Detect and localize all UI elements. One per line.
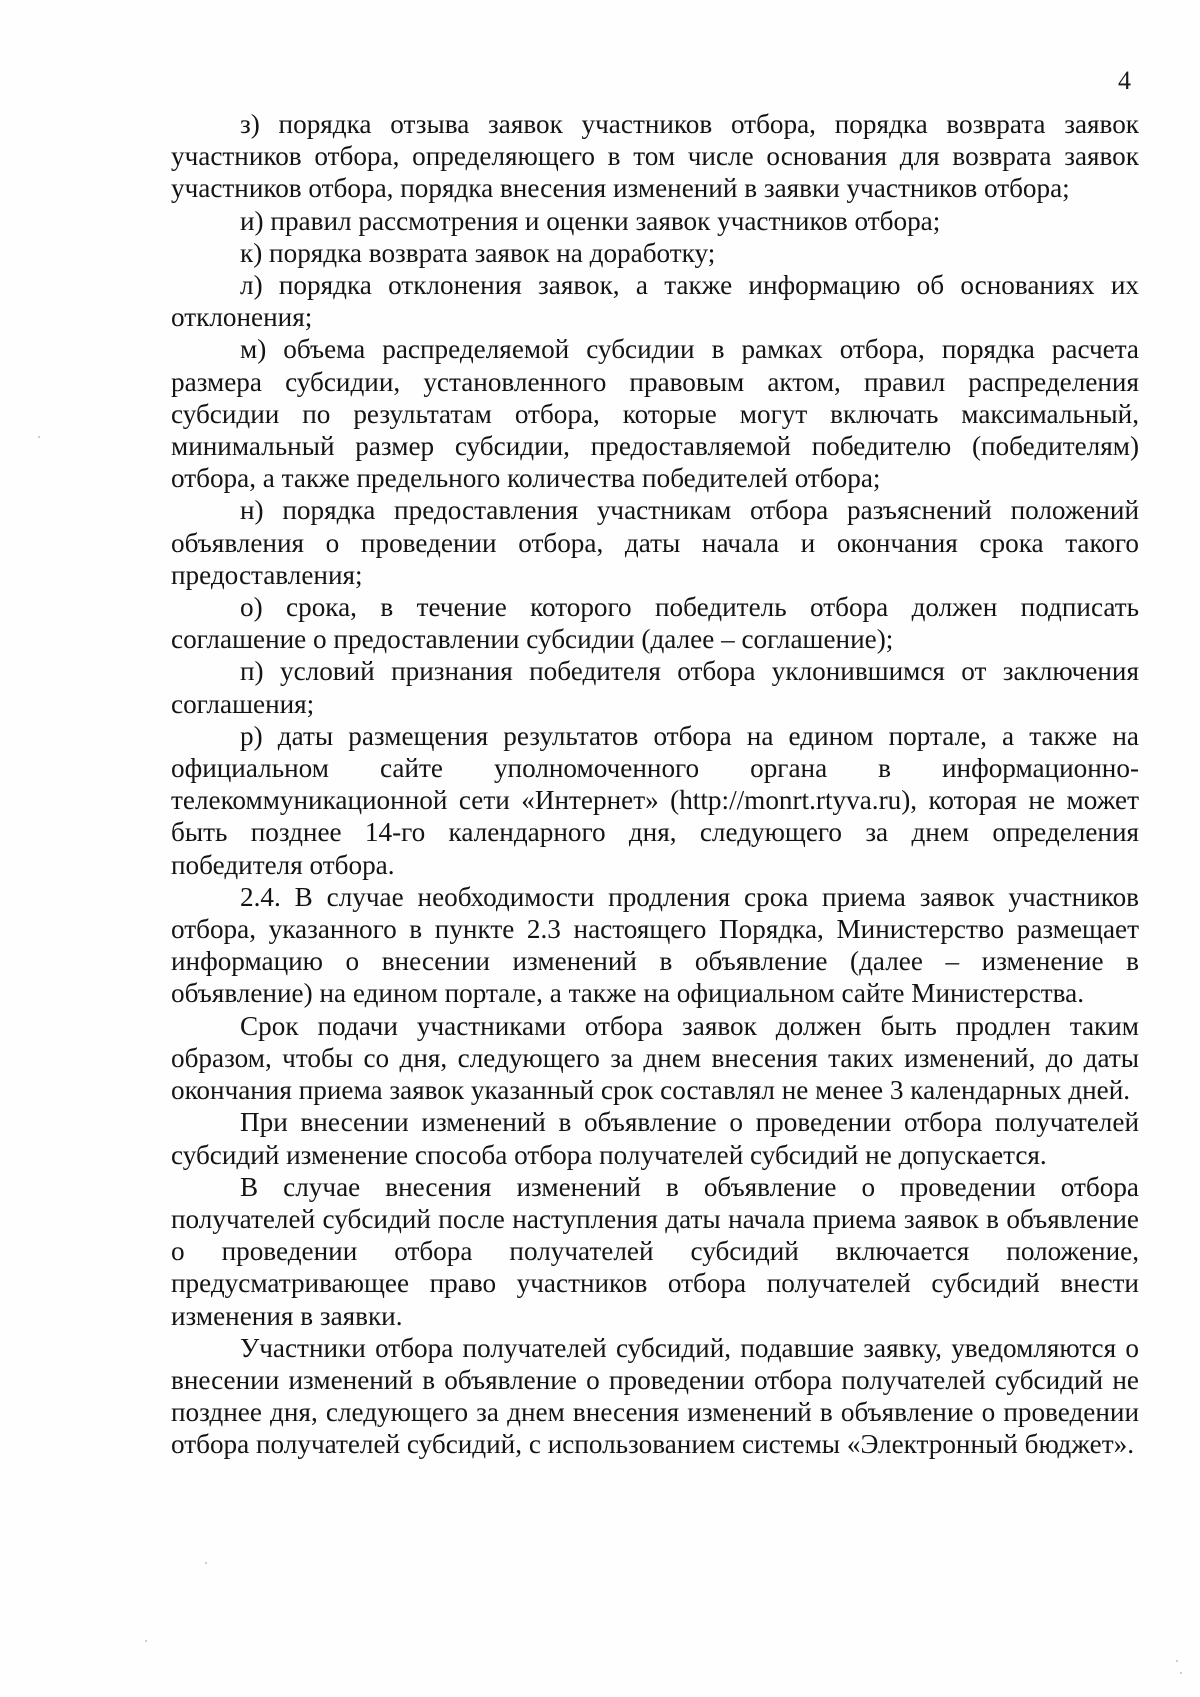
paragraph-m: м) объема распределяемой субсидии в рамках отбора, порядка расчета размера субсидии, установленного правовым актом, правил распределения субсидии по результатам отбора, которые могут включать максимальный, минимальный размер субсидии, предоставляемой победителю (победителям) отбора, а также предельного количества победителей отбора; — [171, 334, 1139, 494]
paragraph-l: л) порядка отклонения заявок, а также информацию об основаниях их отклонения; — [171, 270, 1139, 333]
paragraph-r: р) даты размещения результатов отбора на едином портале, а также на официальном сайте уполномоченного органа в информационно-телекоммуникационной сети «Интернет» (http://monrt.rtyva.ru), которая не может быть позднее 14-го календарного дня, следующего за днем определения победителя отбора. — [171, 720, 1139, 880]
paragraph-p: п) условий признания победителя отбора уклонившимся от заключения соглашения; — [171, 656, 1139, 719]
paragraph-method-change: При внесении изменений в объявление о проведении отбора получателей субсидий изменение способа отбора получателей субсидий не допускается. — [171, 1107, 1139, 1170]
paragraph-extension-term: Срок подачи участниками отбора заявок должен быть продлен таким образом, чтобы со дня, следующего за днем внесения таких изменений, до даты окончания приема заявок указанный срок составлял не менее 3 календарных дней. — [171, 1010, 1139, 1106]
page-number: 4 — [1118, 66, 1131, 95]
paragraph-z: з) порядка отзыва заявок участников отбора, порядка возврата заявок участников отбора, определяющего в том числе основания для возврата заявок участников отбора, порядка внесения изменений в заявки участников отбора; — [171, 109, 1139, 204]
scan-speck — [1180, 1672, 1182, 1674]
paragraph-after-start-date: В случае внесения изменений в объявление о проведении отбора получателей субсидий после наступления даты начала приема заявок в объявление о проведении отбора получателей субсидий включается положение, предусматривающее право участников отбора получателей субсидий внести изменения в заявки. — [171, 1171, 1139, 1331]
paragraph-2-4: 2.4. В случае необходимости продления срока приема заявок участников отбора, указанного в пункте 2.3 настоящего Порядка, Министерство размещает информацию о внесении изменений в объявление (далее – изменение в объявление) на едином портале, а также на официальном сайте Министерства. — [171, 881, 1139, 1009]
document-body — [171, 108, 1139, 1461]
scan-speck — [145, 1640, 147, 1642]
paragraph-o: о) срока, в течение которого победитель отбора должен подписать соглашение о предоставлении субсидии (далее – соглашение); — [171, 592, 1139, 655]
paragraph-notification: Участники отбора получателей субсидий, подавшие заявку, уведомляются о внесении изменений в объявление о проведении отбора получателей субсидий не позднее дня, следующего за днем внесения изменений в объявление о проведении отбора получателей субсидий, с использованием системы «Электронный бюджет». — [171, 1332, 1139, 1460]
scan-speck — [1176, 1660, 1178, 1662]
scan-speck — [38, 436, 40, 438]
scan-speck — [205, 1562, 207, 1564]
paragraph-n: н) порядка предоставления участникам отбора разъяснений положений объявления о проведении отбора, даты начала и окончания срока такого предоставления; — [171, 495, 1139, 590]
paragraph-i: и) правил рассмотрения и оценки заявок участников отбора; — [240, 205, 941, 236]
paragraph-k: к) порядка возврата заявок на доработку; — [240, 237, 716, 268]
